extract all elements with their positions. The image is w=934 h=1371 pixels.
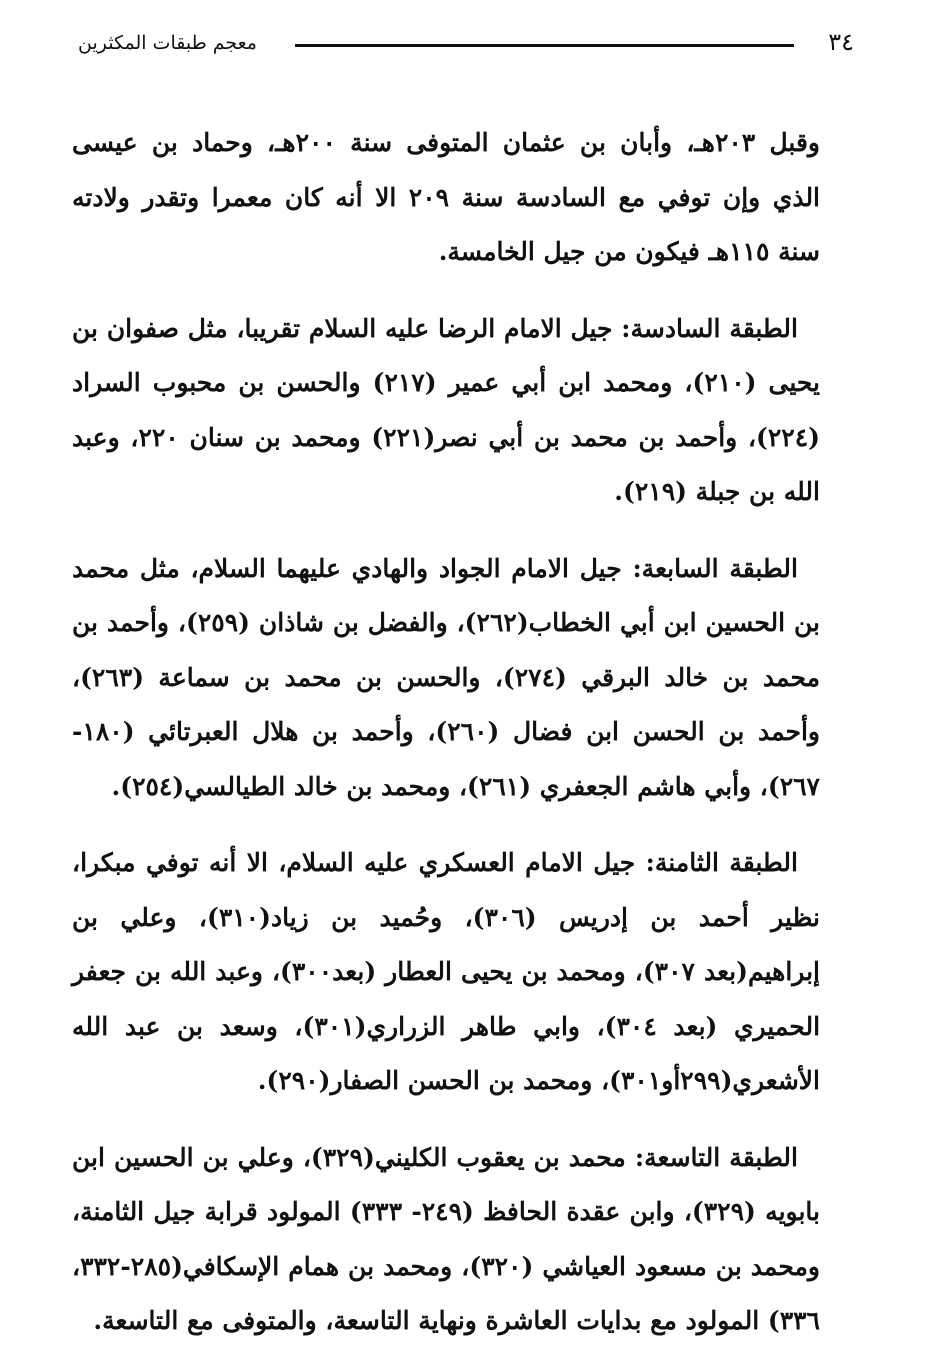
page-body [72, 116, 820, 1371]
heading-colon: : [634, 1142, 645, 1172]
page-header [70, 30, 864, 66]
paragraph-tabaqa-6 [72, 302, 820, 520]
heading-colon: : [632, 553, 642, 583]
paragraph-heading: الطبقة السابعة [641, 553, 798, 583]
paragraph-text: جيل الامام الجواد والهادي عليهما السلام، مثل محمد بن الحسين ابن أبي الخطاب(٢٦٢)، والفضل بن شاذان (٢٥٩)، وأحمد بن محمد بن خالد البرقي (٢٧٤)، والحسن بن محمد بن سماعة (٢٦٣)، وأحمد بن الحسن ابن فضال (٢٦٠)، وأحمد بن هلال العبرتائي (١٨٠- ٢٦٧)، وأبي هاشم الجعفري (٢٦١)، ومحمد بن خالد الطيالسي(٢٥٤). [72, 553, 821, 801]
paragraph-text: وقبل ٢٠٣هـ، وأبان بن عثمان المتوفى سنة ٢٠٠هـ، وحماد بن عيسى الذي وإن توفي مع السادسة سنة ٢٠٩ الا أنه كان معمرا وتقدر ولادته سنة ١١٥هـ فيكون من جيل الخامسة. [72, 128, 821, 266]
paragraph-heading: الطبقة الثامنة [654, 848, 798, 877]
page-number: ٣٤ [828, 28, 854, 56]
paragraph-tabaqa-9 [72, 1131, 820, 1349]
heading-colon: : [645, 848, 655, 877]
paragraph-continuation [72, 116, 820, 280]
paragraph-tabaqa-7 [72, 542, 820, 815]
heading-colon: : [621, 313, 631, 343]
paragraph-tabaqa-8 [72, 836, 820, 1109]
paragraph-text: محمد بن يعقوب الكليني(٣٢٩)، وعلي بن الحسين ابن بابويه (٣٢٩)، وابن عقدة الحافظ (٢٤٩- ٣٣٣) المولود قرابة جيل الثامنة، ومحمد بن مسعود العياشي (٣٢٠)، ومحمد بن همام الإسكافي(٢٨٥-٣٣٢، ٣٣٦) المولود مع بدايات العاشرة ونهاية التاسعة، والمتوفى مع التاسعة. [72, 1142, 820, 1335]
header-rule [295, 44, 794, 47]
paragraph-heading: الطبقة السادسة [630, 313, 798, 343]
paragraph-heading: الطبقة التاسعة [644, 1142, 798, 1172]
paragraph-text: جيل الامام العسكري عليه السلام، الا أنه توفي مبكرا، نظير أحمد بن إدريس (٣٠٦)، وحُميد بن زياد(٣١٠)، وعلي بن إبراهيم(بعد ٣٠٧)، ومحمد بن يحيى العطار (بعد٣٠٠)، وعبد الله بن جعفر الحميري (بعد ٣٠٤)، وابي طاهر الزراري(٣٠١)، وسعد بن عبد الله الأشعري(٢٩٩أو٣٠١)، ومحمد بن الحسن الصفار(٢٩٠). [72, 848, 821, 1095]
running-book-title: معجم طبقات المكثرين [78, 32, 257, 54]
paragraph-text: جيل الامام الرضا عليه السلام تقريبا، مثل صفوان بن يحيى (٢١٠)، ومحمد ابن أبي عمير (٢١٧) والحسن بن محبوب السراد (٢٢٤)، وأحمد بن محمد بن أبي نصر(٢٢١) ومحمد بن سنان ٢٢٠، وعبد الله بن جبلة (٢١٩). [72, 313, 821, 506]
